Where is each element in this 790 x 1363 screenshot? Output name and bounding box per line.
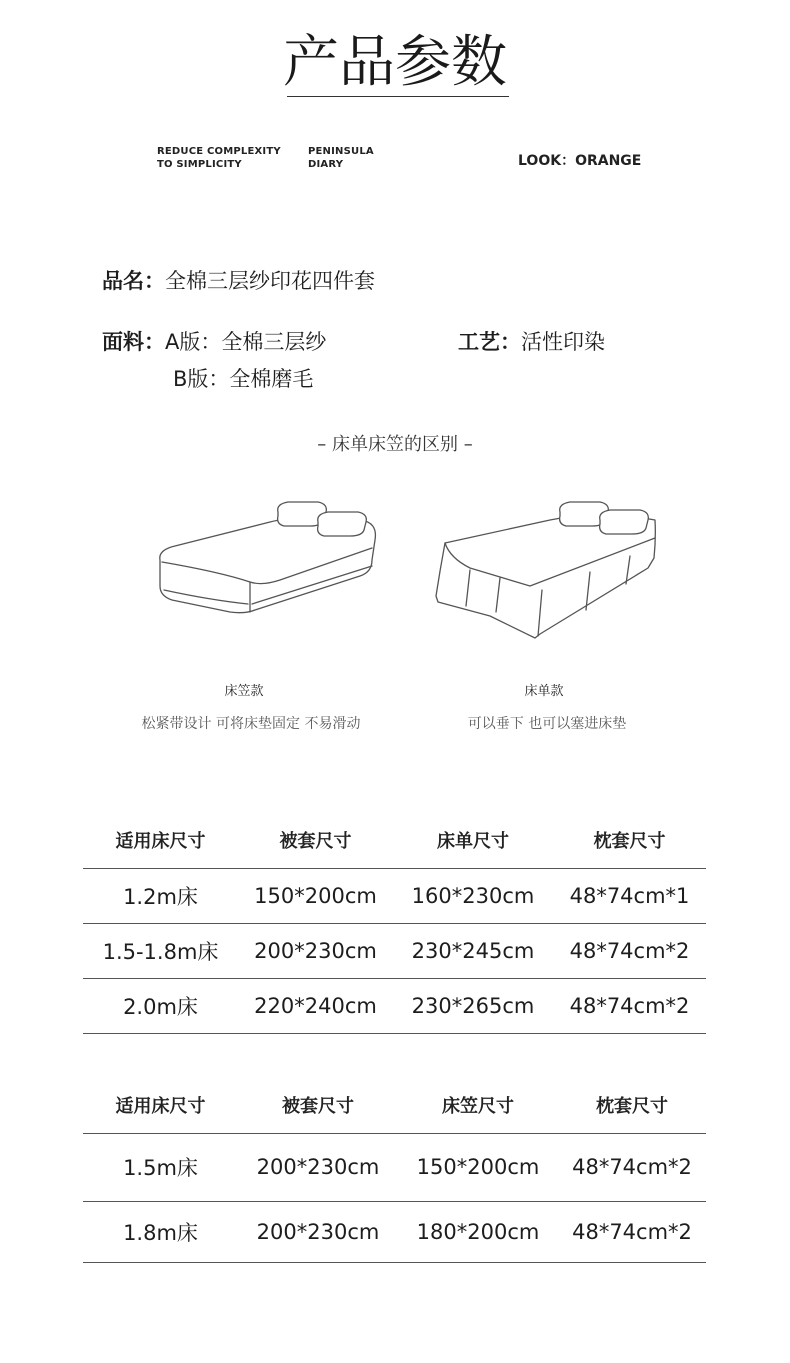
tagline-peninsula: [308, 145, 374, 171]
product-name-value: 全棉三层纱印花四件套: [165, 269, 375, 293]
table-row: [83, 923, 706, 978]
cell-sheet-size: 160*230cm: [393, 868, 553, 923]
cell-bed-size: 2.0m床: [83, 978, 238, 1033]
header-duvet-size: 被套尺寸: [279, 830, 352, 852]
cell-bed-size: 1.5-1.8m床: [83, 923, 238, 978]
tagline-peninsula-line2: DIARY: [308, 159, 344, 170]
comparison-heading: – 床单床笠的区别 –: [317, 434, 473, 455]
tagline-reduce-line2: TO SIMPLICITY: [157, 159, 242, 170]
cell-sheet-size: 230*245cm: [393, 923, 553, 978]
header-pillowcase-size: 枕套尺寸: [593, 830, 666, 852]
fabric-a: [102, 326, 326, 356]
cell-duvet-size: 220*240cm: [238, 978, 393, 1033]
cell-pillowcase-size: 48*74cm*2: [553, 923, 706, 978]
size-table-fitted-sheet: [83, 1077, 706, 1263]
cell-pillowcase-size: 48*74cm*2: [553, 978, 706, 1033]
fitted-sheet-illustration: [150, 500, 390, 635]
size-table-flat-sheet: [83, 812, 706, 1034]
title-underline: [287, 96, 509, 97]
header-bed-size: 适用床尺寸: [115, 1095, 206, 1117]
table-row: [83, 868, 706, 923]
page-title: 产品参数: [283, 30, 507, 95]
craft-label: 工艺：: [458, 330, 521, 354]
tagline-reduce-line1: REDUCE COMPLEXITY: [157, 146, 281, 157]
fabric-a-value: A版：全棉三层纱: [165, 330, 327, 354]
header-fitted-sheet-size: 床笠尺寸: [442, 1095, 514, 1117]
header-pillowcase-size: 枕套尺寸: [596, 1095, 668, 1117]
cell-pillowcase-size: 48*74cm*1: [553, 868, 706, 923]
craft: [458, 326, 605, 356]
fabric-label: 面料：: [102, 330, 165, 354]
table-header-row: [83, 812, 706, 868]
cell-fitted-sheet-size: 150*200cm: [398, 1133, 558, 1201]
cell-duvet-size: 200*230cm: [238, 1133, 398, 1201]
fitted-title: 床笠款: [224, 684, 264, 699]
header-duvet-size: 被套尺寸: [282, 1095, 354, 1117]
tagline-peninsula-line1: PENINSULA: [308, 146, 374, 157]
look-label: LOOK：ORANGE: [518, 153, 642, 169]
product-name: [102, 265, 375, 295]
cell-fitted-sheet-size: 180*200cm: [398, 1201, 558, 1262]
cell-bed-size: 1.2m床: [83, 868, 238, 923]
product-name-label: 品名：: [102, 269, 165, 293]
cell-bed-size: 1.5m床: [83, 1133, 238, 1201]
fitted-desc: 松紧带设计 可将床垫固定 不易滑动: [141, 716, 361, 732]
header-bed-size: 适用床尺寸: [115, 830, 206, 852]
table-row: [83, 978, 706, 1033]
cell-duvet-size: 200*230cm: [238, 1201, 398, 1262]
table-row: [83, 1133, 706, 1201]
cell-duvet-size: 150*200cm: [238, 868, 393, 923]
cell-bed-size: 1.8m床: [83, 1201, 238, 1262]
craft-value: 活性印染: [521, 330, 605, 354]
cell-sheet-size: 230*265cm: [393, 978, 553, 1033]
cell-duvet-size: 200*230cm: [238, 923, 393, 978]
tagline-reduce: [157, 145, 281, 171]
table-header-row: [83, 1077, 706, 1133]
cell-pillowcase-size: 48*74cm*2: [558, 1133, 706, 1201]
fabric-b-value: B版：全棉磨毛: [173, 367, 314, 391]
table-row: [83, 1201, 706, 1262]
flat-desc: 可以垂下 也可以塞进床垫: [467, 716, 627, 732]
flat-title: 床单款: [524, 684, 564, 699]
flat-sheet-illustration: [430, 498, 665, 643]
header-sheet-size: 床单尺寸: [437, 830, 509, 852]
cell-pillowcase-size: 48*74cm*2: [558, 1201, 706, 1262]
